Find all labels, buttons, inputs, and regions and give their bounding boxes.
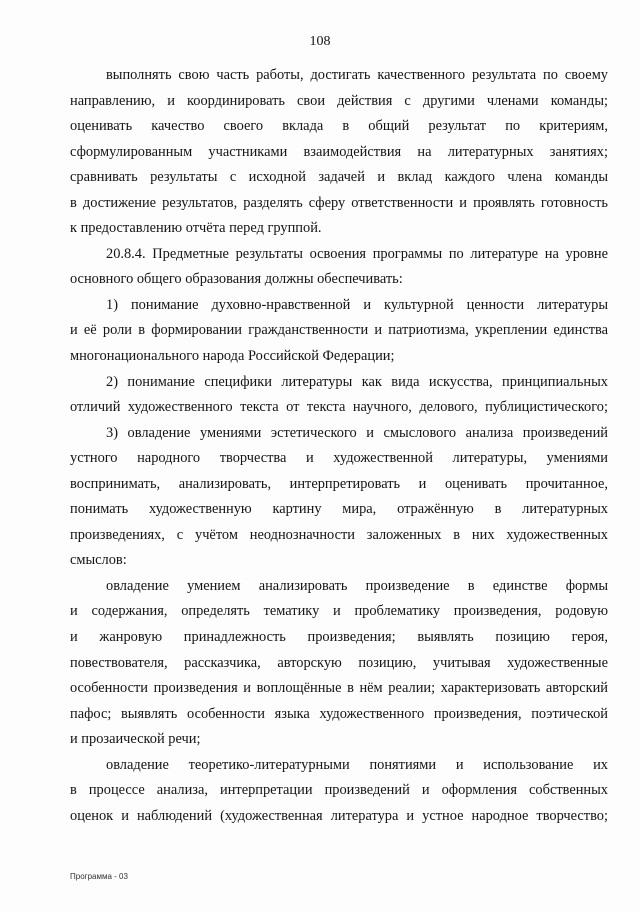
body-text <box>70 63 608 829</box>
text-line: 20.8.4. Предметные результаты освоения программы по литературе на уровне <box>106 245 608 262</box>
text-line: и содержания, определять тематику и проблематику произведения, родовую <box>70 603 608 620</box>
text-line: в процессе анализа, интерпретации произведений и оформления собственных <box>70 782 608 799</box>
text-line: отличий художественного текста от текста научного, делового, публицистического; <box>70 399 608 416</box>
text-line: понимать художественную картину мира, отражённую в литературных <box>70 501 608 518</box>
page-number: 108 <box>309 34 331 49</box>
text-line: к предоставлению отчёта перед группой. <box>70 220 322 237</box>
text-line: 2) понимание специфики литературы как вида искусства, принципиальных <box>106 373 608 390</box>
text-line: 3) овладение умениями эстетического и смыслового анализа произведений <box>106 424 608 441</box>
text-line: и прозаической речи; <box>70 731 201 748</box>
text-line: устного народного творчества и художественной литературы, умениями <box>70 450 608 467</box>
text-line: особенности произведения и воплощённые в нём реалии; характеризовать авторский <box>70 680 608 697</box>
text-line: выполнять свою часть работы, достигать качественного результата по своему <box>106 67 608 83</box>
text-line: в достижение результатов, разделять сферу ответственности и проявлять готовность <box>70 194 608 211</box>
text-line: смыслов: <box>70 552 127 569</box>
text-line: пафос; выявлять особенности языка художественного произведения, поэтической <box>70 705 608 722</box>
text-line: оценок и наблюдений (художественная литература и устное народное творчество; <box>70 807 608 824</box>
text-line: оценивать качество своего вклада в общий результат по критериям, <box>70 118 608 135</box>
footer-label: Программа - 03 <box>70 872 128 881</box>
text-line: сформулированным участниками взаимодействия на литературных занятиях; <box>70 143 608 160</box>
text-line: основного общего образования должны обеспечивать: <box>70 271 403 288</box>
text-line: повествователя, рассказчика, авторскую позицию, учитывая художественные <box>70 654 608 671</box>
text-line: сравнивать результаты с исходной задачей и вклад каждого члена команды <box>70 169 608 186</box>
text-line: многонационального народа Российской Федерации; <box>70 348 395 365</box>
text-line: 1) понимание духовно-нравственной и культурной ценности литературы <box>106 296 608 313</box>
text-line: воспринимать, анализировать, интерпретировать и оценивать прочитанное, <box>70 475 608 492</box>
text-line: овладение теоретико-литературными понятиями и использование их <box>106 756 608 773</box>
text-line: и её роли в формировании гражданственности и патриотизма, укреплении единства <box>70 322 608 339</box>
text-line: направлению, и координировать свои действия с другими членами команды; <box>70 92 608 109</box>
text-line: произведениях, с учётом неоднозначности заложенных в них художественных <box>70 526 608 543</box>
text-line: овладение умением анализировать произведение в единстве формы <box>106 577 608 594</box>
text-line: и жанровую принадлежность произведения; выявлять позицию героя, <box>70 629 608 646</box>
